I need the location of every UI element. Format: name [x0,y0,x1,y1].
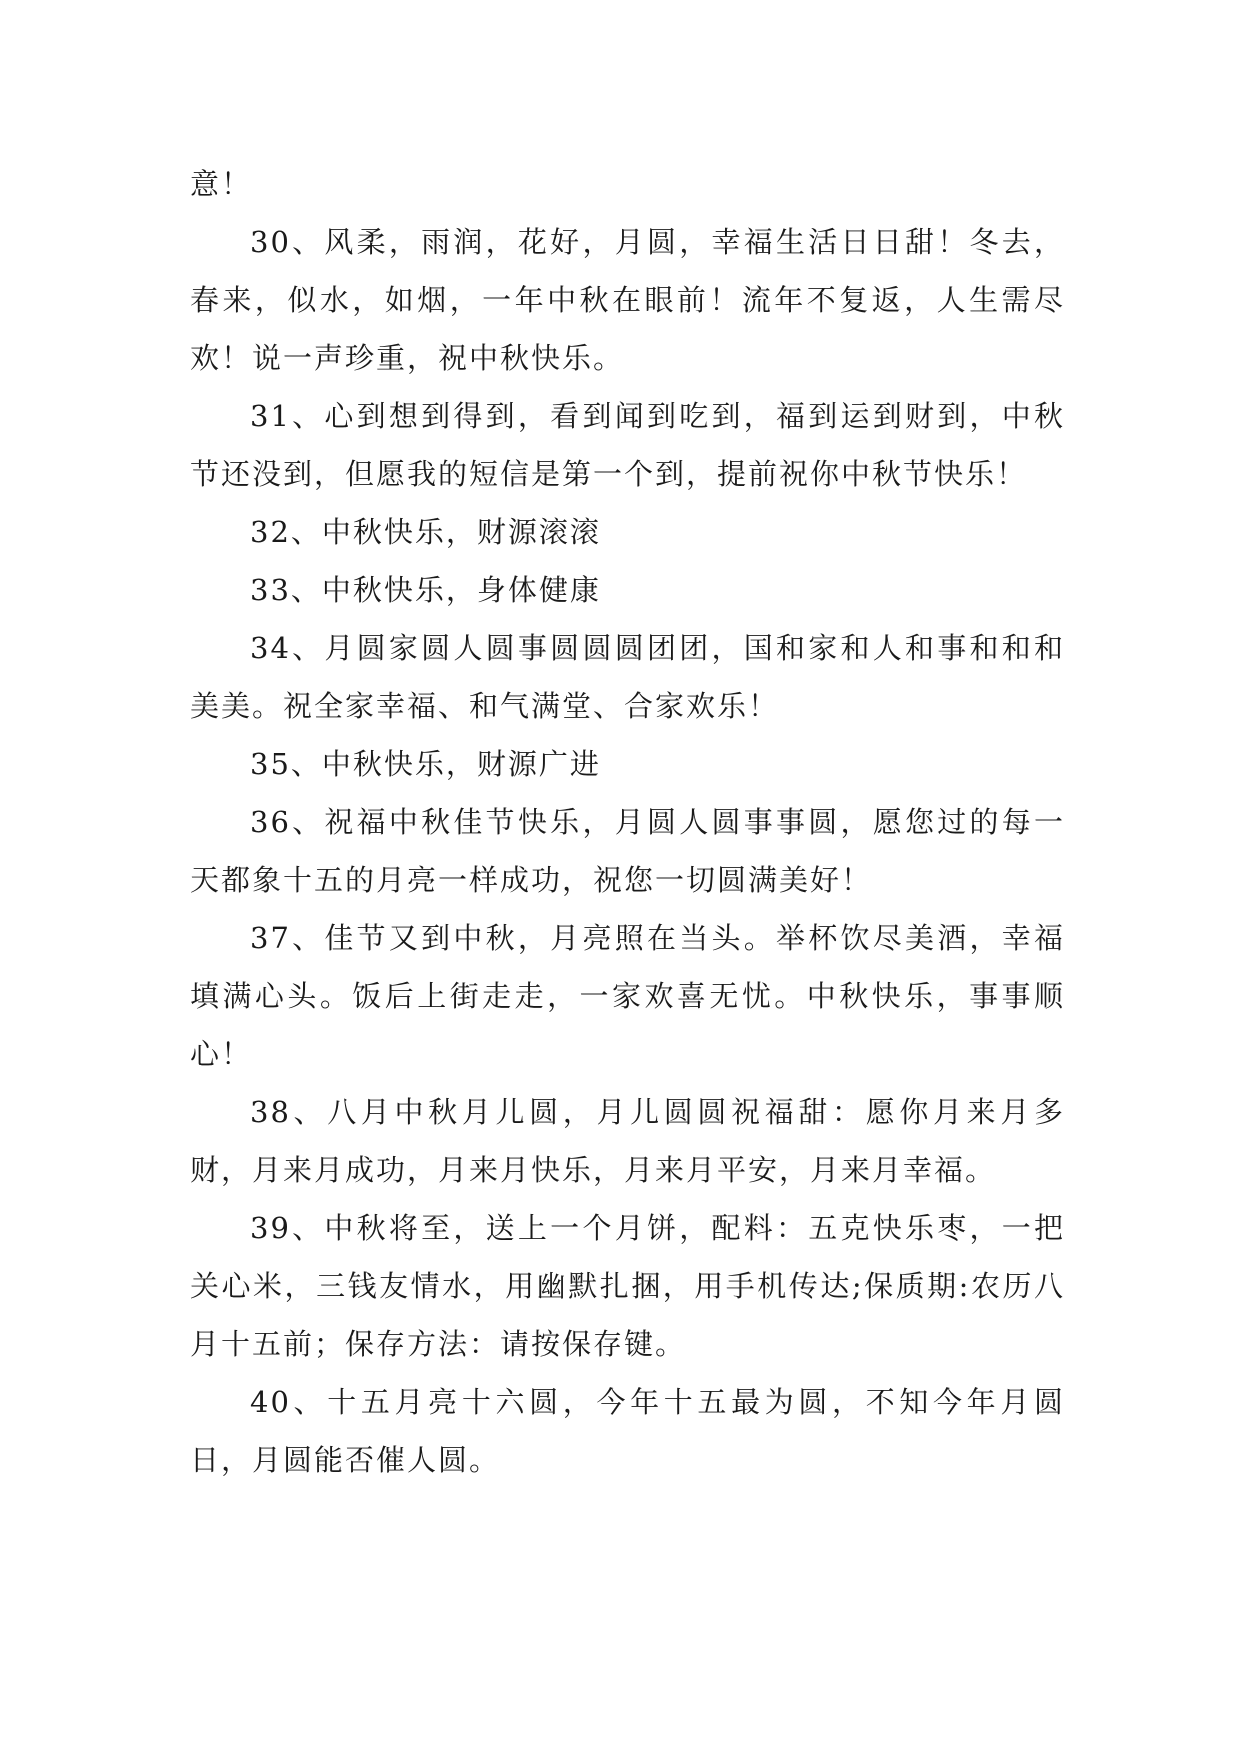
paragraph-33: 33、中秋快乐，身体健康 [250,573,601,607]
paragraph-37: 37、佳节又到中秋，月亮照在当头。举杯饮尽美酒，幸福填满心头。饭后上街走走，一家欢喜无忧。中秋快乐，事事顺心！ [190,921,1065,1071]
paragraph-30: 30、风柔，雨润，花好，月圆，幸福生活日日甜！冬去，春来，似水，如烟，一年中秋在眼前！流年不复返，人生需尽欢！说一声珍重，祝中秋快乐。 [190,225,1065,375]
paragraph-39: 39、中秋将至，送上一个月饼，配料：五克快乐枣，一把关心米，三钱友情水，用幽默扎捆，用手机传达;保质期:农历八月十五前；保存方法：请按保存键。 [190,1211,1065,1361]
paragraph-40: 40、十五月亮十六圆，今年十五最为圆，不知今年月圆日，月圆能否催人圆。 [190,1385,1065,1477]
paragraph-31: 31、心到想到得到，看到闻到吃到，福到运到财到，中秋节还没到，但愿我的短信是第一个到，提前祝你中秋节快乐！ [190,399,1065,491]
document-body [190,155,1065,1489]
paragraph-34: 34、月圆家圆人圆事圆圆圆团团，国和家和人和事和和和美美。祝全家幸福、和气满堂、合家欢乐！ [190,631,1065,723]
paragraph-35: 35、中秋快乐，财源广进 [250,747,601,781]
paragraph-32: 32、中秋快乐，财源滚滚 [250,515,601,549]
paragraph-38: 38、八月中秋月儿圆，月儿圆圆祝福甜：愿你月来月多财，月来月成功，月来月快乐，月来月平安，月来月幸福。 [190,1095,1065,1187]
paragraph-36: 36、祝福中秋佳节快乐，月圆人圆事事圆，愿您过的每一天都象十五的月亮一样成功，祝您一切圆满美好！ [190,805,1065,897]
paragraph-continued: 意！ [190,167,253,201]
